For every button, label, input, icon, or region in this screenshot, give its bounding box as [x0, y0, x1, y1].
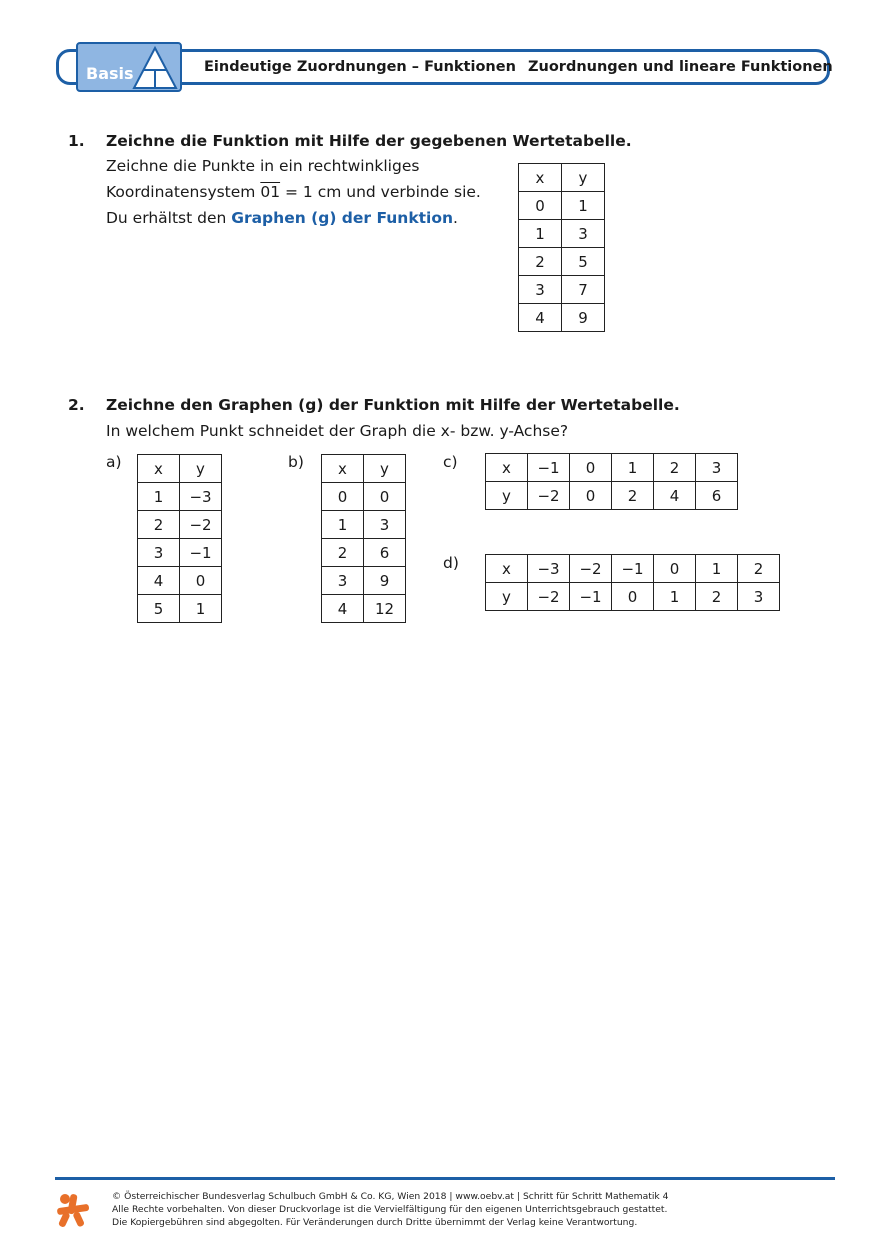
table-cell: 0: [654, 555, 696, 583]
table-cell: 2: [519, 248, 562, 276]
table-cell: 9: [562, 304, 605, 332]
table-cell: 1: [519, 220, 562, 248]
table-cell: 3: [519, 276, 562, 304]
table-header-cell: x: [138, 455, 180, 483]
table-cell: 3: [138, 539, 180, 567]
table-cell: 2: [654, 454, 696, 482]
table-row: [322, 483, 406, 511]
table-cell: −2: [570, 555, 612, 583]
table-cell: 1: [180, 595, 222, 623]
table-cell: −2: [180, 511, 222, 539]
table-row: [322, 595, 406, 623]
table-cell: −1: [612, 555, 654, 583]
table-row: [519, 192, 605, 220]
table-header-cell: x: [519, 164, 562, 192]
task1-line3: [106, 209, 458, 227]
task1-value-table: [518, 163, 605, 332]
table-row: [486, 454, 738, 482]
task1-highlight: Graphen (g) der Funktion: [231, 209, 454, 227]
table-cell: −2: [528, 583, 570, 611]
table-cell: 3: [696, 454, 738, 482]
table-cell: 0: [612, 583, 654, 611]
table-cell: −1: [570, 583, 612, 611]
table-cell: −3: [528, 555, 570, 583]
basis-label: Basis: [86, 64, 134, 83]
table-cell: 5: [138, 595, 180, 623]
table-row: [519, 304, 605, 332]
task1-line2-pre: Koordinatensystem: [106, 183, 261, 201]
table-row: [138, 567, 222, 595]
table-cell: 3: [562, 220, 605, 248]
table-cell: 3: [322, 567, 364, 595]
table-cell: 3: [738, 583, 780, 611]
table-cell: 9: [364, 567, 406, 595]
table-cell: 5: [562, 248, 605, 276]
table-cell: 0: [322, 483, 364, 511]
table-cell: 0: [570, 482, 612, 510]
table-cell: 4: [322, 595, 364, 623]
table-cell: y: [486, 583, 528, 611]
table-cell: 12: [364, 595, 406, 623]
table-row: [519, 248, 605, 276]
table-cell: y: [486, 482, 528, 510]
table-row: [138, 511, 222, 539]
table-row: [322, 539, 406, 567]
footer-divider: [55, 1177, 835, 1180]
table-cell: 2: [138, 511, 180, 539]
table-cell: 2: [738, 555, 780, 583]
table-header-cell: y: [562, 164, 605, 192]
triangle-icon: [132, 46, 178, 90]
table-cell: 1: [696, 555, 738, 583]
table-cell: 6: [696, 482, 738, 510]
footer-fees: Die Kopiergebühren sind abgegolten. Für Veränderungen durch Dritte übernimmt der Verlag keine Verantwortung.: [112, 1217, 638, 1228]
table-cell: −1: [180, 539, 222, 567]
subtask-c-label: c): [443, 453, 458, 471]
table-header-cell: y: [364, 455, 406, 483]
subtask-a-label: a): [106, 453, 122, 471]
subtask-d-table: [485, 554, 780, 611]
table-cell: 7: [562, 276, 605, 304]
table-cell: 0: [570, 454, 612, 482]
table-cell: 2: [322, 539, 364, 567]
basis-badge: [76, 42, 182, 92]
table-cell: x: [486, 555, 528, 583]
table-cell: 3: [364, 511, 406, 539]
table-cell: 0: [519, 192, 562, 220]
table-row: [486, 555, 780, 583]
table-cell: −3: [180, 483, 222, 511]
table-cell: −2: [528, 482, 570, 510]
table-row: [486, 482, 738, 510]
table-cell: −1: [528, 454, 570, 482]
task1-line1: Zeichne die Punkte in ein rechtwinkliges: [106, 157, 420, 175]
header-topic-title: Zuordnungen und lineare Funktionen: [528, 59, 833, 75]
table-row: [519, 276, 605, 304]
table-cell: 1: [138, 483, 180, 511]
subtask-b-label: b): [288, 453, 304, 471]
table-cell: 6: [364, 539, 406, 567]
table-header-row: [322, 455, 406, 483]
table-header-cell: x: [322, 455, 364, 483]
task1-number: 1.: [68, 132, 85, 150]
table-header-row: [138, 455, 222, 483]
task1-line2: [106, 183, 481, 201]
task1-line3-post: .: [453, 209, 458, 227]
task1-line3-pre: Du erhältst den: [106, 209, 232, 227]
table-cell: 2: [612, 482, 654, 510]
table-cell: 0: [364, 483, 406, 511]
table-row: [486, 583, 780, 611]
table-cell: 2: [696, 583, 738, 611]
footer-copyright: © Österreichischer Bundesverlag Schulbuch GmbH & Co. KG, Wien 2018 | www.oebv.at | Schritt für Schritt Mathematik 4: [112, 1191, 669, 1202]
table-row: [138, 595, 222, 623]
subtask-d-label: d): [443, 554, 459, 572]
table-row: [322, 567, 406, 595]
subtask-b-table: [321, 454, 406, 623]
table-row: [138, 539, 222, 567]
unit-segment: 01: [260, 183, 281, 201]
table-header-cell: y: [180, 455, 222, 483]
table-cell: x: [486, 454, 528, 482]
table-header-row: [519, 164, 605, 192]
header-chapter-title: Eindeutige Zuordnungen – Funktionen: [204, 59, 516, 75]
table-cell: 4: [519, 304, 562, 332]
task2-question: In welchem Punkt schneidet der Graph die x- bzw. y-Achse?: [106, 422, 569, 440]
publisher-logo-icon: [55, 1192, 91, 1228]
task2-heading: Zeichne den Graphen (g) der Funktion mit Hilfe der Wertetabelle.: [106, 396, 680, 414]
table-cell: 1: [322, 511, 364, 539]
task2-number: 2.: [68, 396, 85, 414]
table-cell: 1: [562, 192, 605, 220]
table-row: [519, 220, 605, 248]
footer-rights: Alle Rechte vorbehalten. Von dieser Druckvorlage ist die Vervielfältigung für den eigenen Unterrichtsgebrauch gestattet.: [112, 1204, 668, 1215]
subtask-a-table: [137, 454, 222, 623]
table-cell: 4: [654, 482, 696, 510]
table-row: [138, 483, 222, 511]
table-cell: 1: [612, 454, 654, 482]
table-cell: 4: [138, 567, 180, 595]
task1-line2-post: = 1 cm und verbinde sie.: [280, 183, 481, 201]
subtask-c-table: [485, 453, 738, 510]
table-cell: 0: [180, 567, 222, 595]
task1-heading: Zeichne die Funktion mit Hilfe der gegebenen Wertetabelle.: [106, 132, 632, 150]
table-cell: 1: [654, 583, 696, 611]
table-row: [322, 511, 406, 539]
